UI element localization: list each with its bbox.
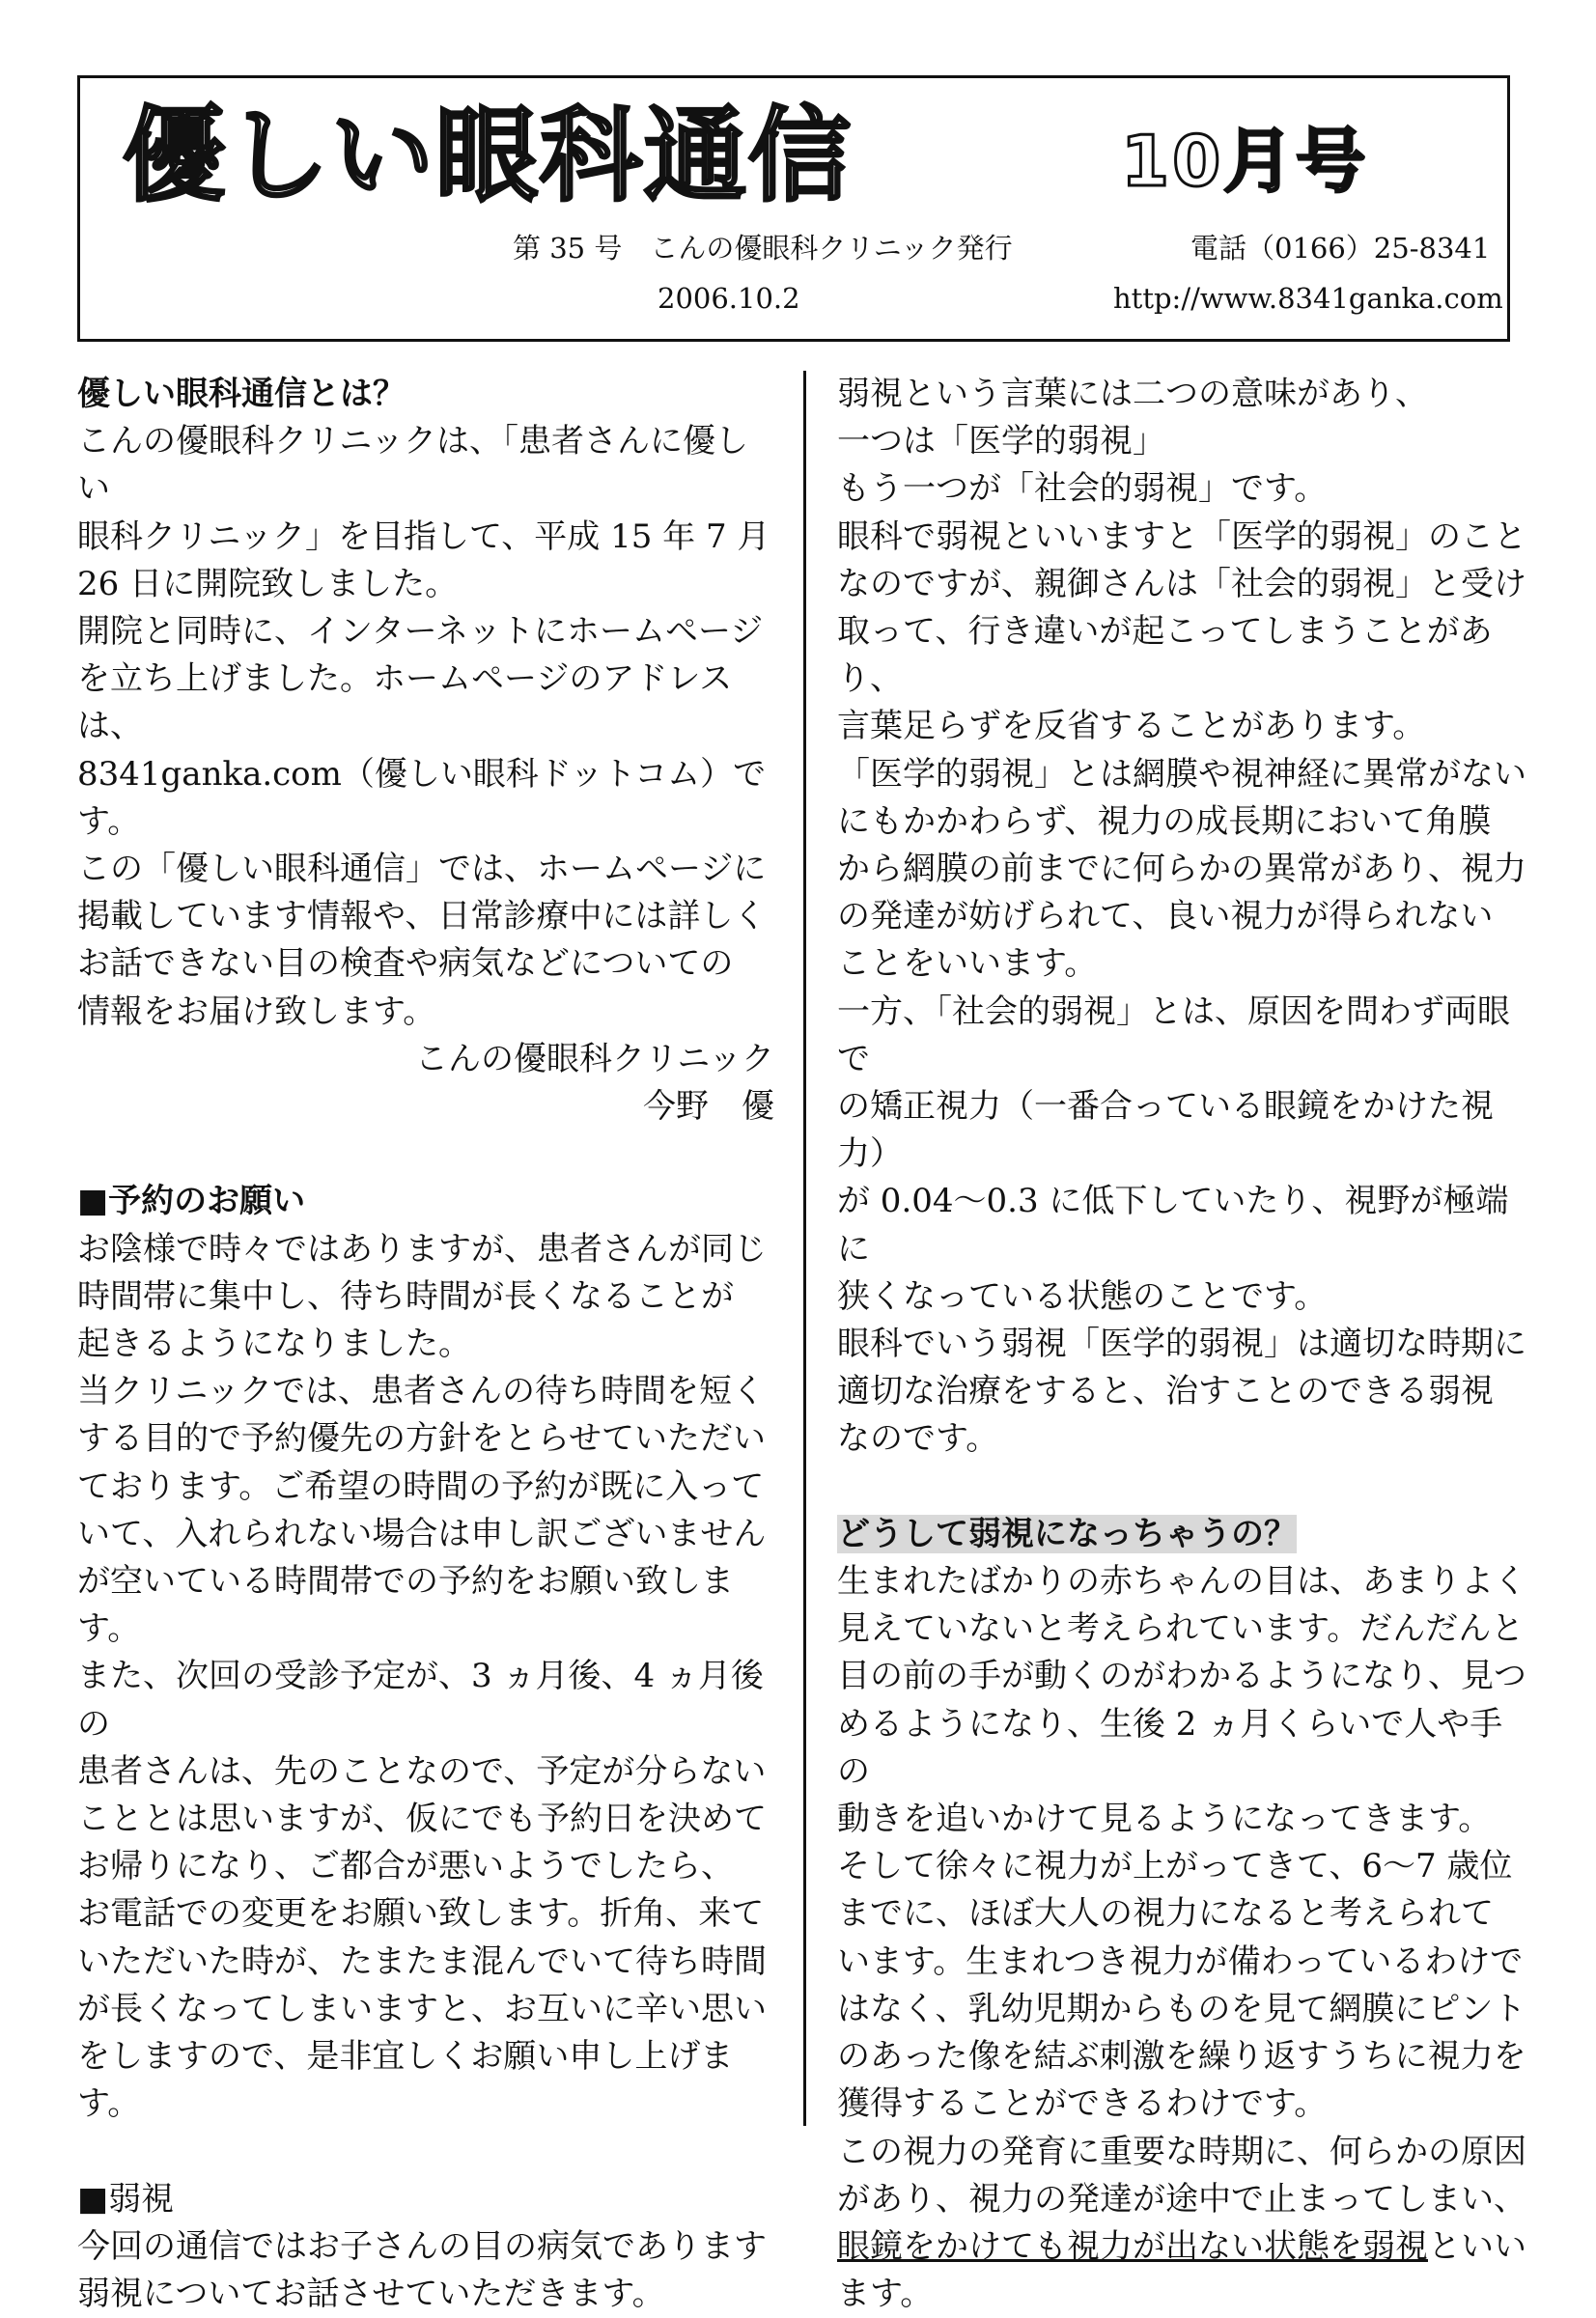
right-column [837,371,1534,2318]
text-line: お陰様で時々ではありますが、患者さんが同じ [77,1229,767,1269]
spacer [77,1131,774,1178]
text-line: 眼科でいう弱視「医学的弱視」は適切な時期に [837,1325,1526,1364]
text-line: なのです。 [837,1419,999,1459]
text-line: 取って、行き違いが起こってしまうことがあり、 [837,612,1493,699]
text-line: 見えていないと考えられています。だんだんと [837,1609,1525,1649]
text-line: 一つは「医学的弱視」 [837,422,1165,461]
text-line: する目的で予約優先の方針をとらせていただい [77,1419,766,1459]
text-line: お帰りになり、ご都合が悪いようでしたら、 [77,1847,734,1886]
text-line: を立ち上げました。ホームページのアドレスは、 [77,659,733,746]
text-line: 眼科クリニック」を目指して、平成 15 年 7 月 [77,517,770,556]
signature-clinic: こんの優眼科クリニック [415,1039,774,1078]
text-line: ております。ご希望の時間の予約が既に入って [77,1466,765,1506]
text-line: 適切な治療をすると、治すことのできる弱視 [837,1372,1494,1411]
text-line: 弱視という言葉には二つの意味があり、 [837,375,1428,413]
masthead [77,75,1510,342]
text-line: そして徐々に視力が上がってきて、6～7 歳位 [837,1847,1513,1886]
text-line: 26 日に開院致しました。 [77,564,459,603]
phone-number: 電話（0166）25-8341 [1190,232,1491,265]
text-line: お話できない目の検査や病気などについての [77,944,734,984]
text-line: にもかかわらず、視力の成長期において角膜 [837,801,1492,841]
text-line: が長くなってしまいますと、お互いに辛い思い [77,1989,767,2028]
text-line: 一方、「社会的弱視」とは、原因を問わず両眼で [837,991,1510,1078]
text-line: ことをいいます。 [837,944,1098,984]
text-line: の矯正視力（一番合っている眼鏡をかけた視力） [837,1087,1494,1174]
left-column [77,371,774,2318]
issue-date: 2006.10.2 [658,282,800,315]
text-line: 動きを追いかけて見るようになってきます。 [837,1800,1492,1839]
text-line: 時間帯に集中し、待ち時間が長くなることが [77,1276,734,1316]
text-line: の発達が妨げられて、良い視力が得られない [837,897,1494,936]
text-line: ます。 [837,2275,934,2314]
text-line: 狭くなっている状態のことです。 [837,1276,1328,1316]
signature-name: 今野 優 [643,1087,774,1127]
text-line: いて、入れられない場合は申し訳ございません [77,1514,767,1553]
section-body-why-amblyopia [837,1558,1534,2318]
section-body-appointment [77,1226,774,2129]
text-line: 掲載しています情報や、日常診療中には詳しく [77,897,767,936]
text-line: 言葉足らずを反省することがあります。 [837,707,1426,746]
text-line: から網膜の前までに何らかの異常があり、視力 [837,850,1526,889]
text-line: 情報をお届け致します。 [77,991,436,1031]
text-line: をしますので、是非宜しくお願い申し上げます。 [77,2037,734,2124]
text-line: 「医学的弱視」とは網膜や視神経に異常がない [837,754,1526,794]
section-body-about [77,418,774,1036]
text-line: があり、視力の発達が途中で止まってしまい、 [837,2179,1526,2219]
text-line: います。生まれつき視力が備わっているわけで [837,1941,1524,1981]
issue-line: 第 35 号 こんの優眼科クリニック発行 [513,232,1013,265]
section-heading-amblyopia: ■弱視 [77,2179,175,2219]
text-fragment: といい [1428,2226,1526,2266]
text-line: この視力の発育に重要な時期に、何らかの原因 [837,2132,1526,2171]
text-line: が 0.04～0.3 に低下していたり、視野が極端に [837,1182,1509,1269]
text-line: 今回の通信ではお子さんの目の病気であります [77,2226,767,2266]
text-line: また、次回の受診予定が、3 ヵ月後、4 ヵ月後の [77,1657,764,1744]
text-line: 生まれたばかりの赤ちゃんの目は、あまりよく [837,1562,1526,1602]
section-heading-about: 優しい眼科通信とは？ [77,375,406,413]
text-line: 獲得することができるわけです。 [837,2084,1328,2124]
text-line [837,2223,1534,2271]
text-line: 弱視についてお話させていただきます。 [77,2275,665,2314]
text-line: はなく、乳幼児期からものを見て網膜にピント [837,1989,1526,2028]
text-line: めるようになり、生後 2 ヵ月くらいで人や手の [837,1704,1503,1791]
text-line: いただいた時が、たまたま混んでいて待ち時間 [77,1941,767,1981]
text-line: 当クリニックでは、患者さんの待ち時間を短く [77,1372,765,1411]
text-line: お電話での変更をお願い致します。折角、来て [77,1894,765,1934]
text-line: のあった像を結ぶ刺激を繰り返すうちに視力を [837,2037,1526,2077]
section-heading-why-amblyopia [837,1511,1534,1558]
text-line: こととは思いますが、仮にでも予約日を決めて [77,1800,767,1839]
website-url[interactable]: http://www.8341ganka.com [1113,282,1503,315]
section-heading-appointment: ■予約のお願い [77,1182,306,1221]
section-body-amblyopia-meaning [837,371,1534,1464]
spacer [77,2129,774,2176]
underlined-definition: 眼鏡をかけても視力が出ない状態を弱視 [837,2226,1428,2266]
issue-month: 10月号 [1121,121,1369,202]
text-line: 目の前の手が動くのがわかるようになり、見つ [837,1657,1526,1696]
text-line: なのですが、親御さんは「社会的弱視」と受け [837,564,1526,603]
text-line: こんの優眼科クリニックは、「患者さんに優しい [77,422,748,509]
text-line: 患者さんは、先のことなので、予定が分らない [77,1751,767,1791]
column-divider [803,371,806,2126]
newsletter-title: 優しい眼科通信 [123,97,853,215]
text-line: 起きるようになりました。 [77,1325,471,1364]
text-line: が空いている時間帯での予約をお願い致します。 [77,1562,734,1649]
text-line: この「優しい眼科通信」では、ホームページに [77,850,767,889]
text-line: もう一つが「社会的弱視」です。 [837,469,1328,509]
spacer [837,1464,1534,1511]
text-line: 開院と同時に、インターネットにホームページ [77,612,764,652]
text-line: までに、ほぼ大人の視力になると考えられて [837,1894,1494,1934]
section-body-amblyopia-intro [77,2223,774,2318]
highlighted-heading: どうして弱視になっちゃうの？ [837,1514,1297,1553]
text-line: 眼科で弱視といいますと「医学的弱視」のこと [837,517,1526,556]
text-line: 8341ganka.com（優しい眼科ドットコム）です。 [77,754,767,841]
